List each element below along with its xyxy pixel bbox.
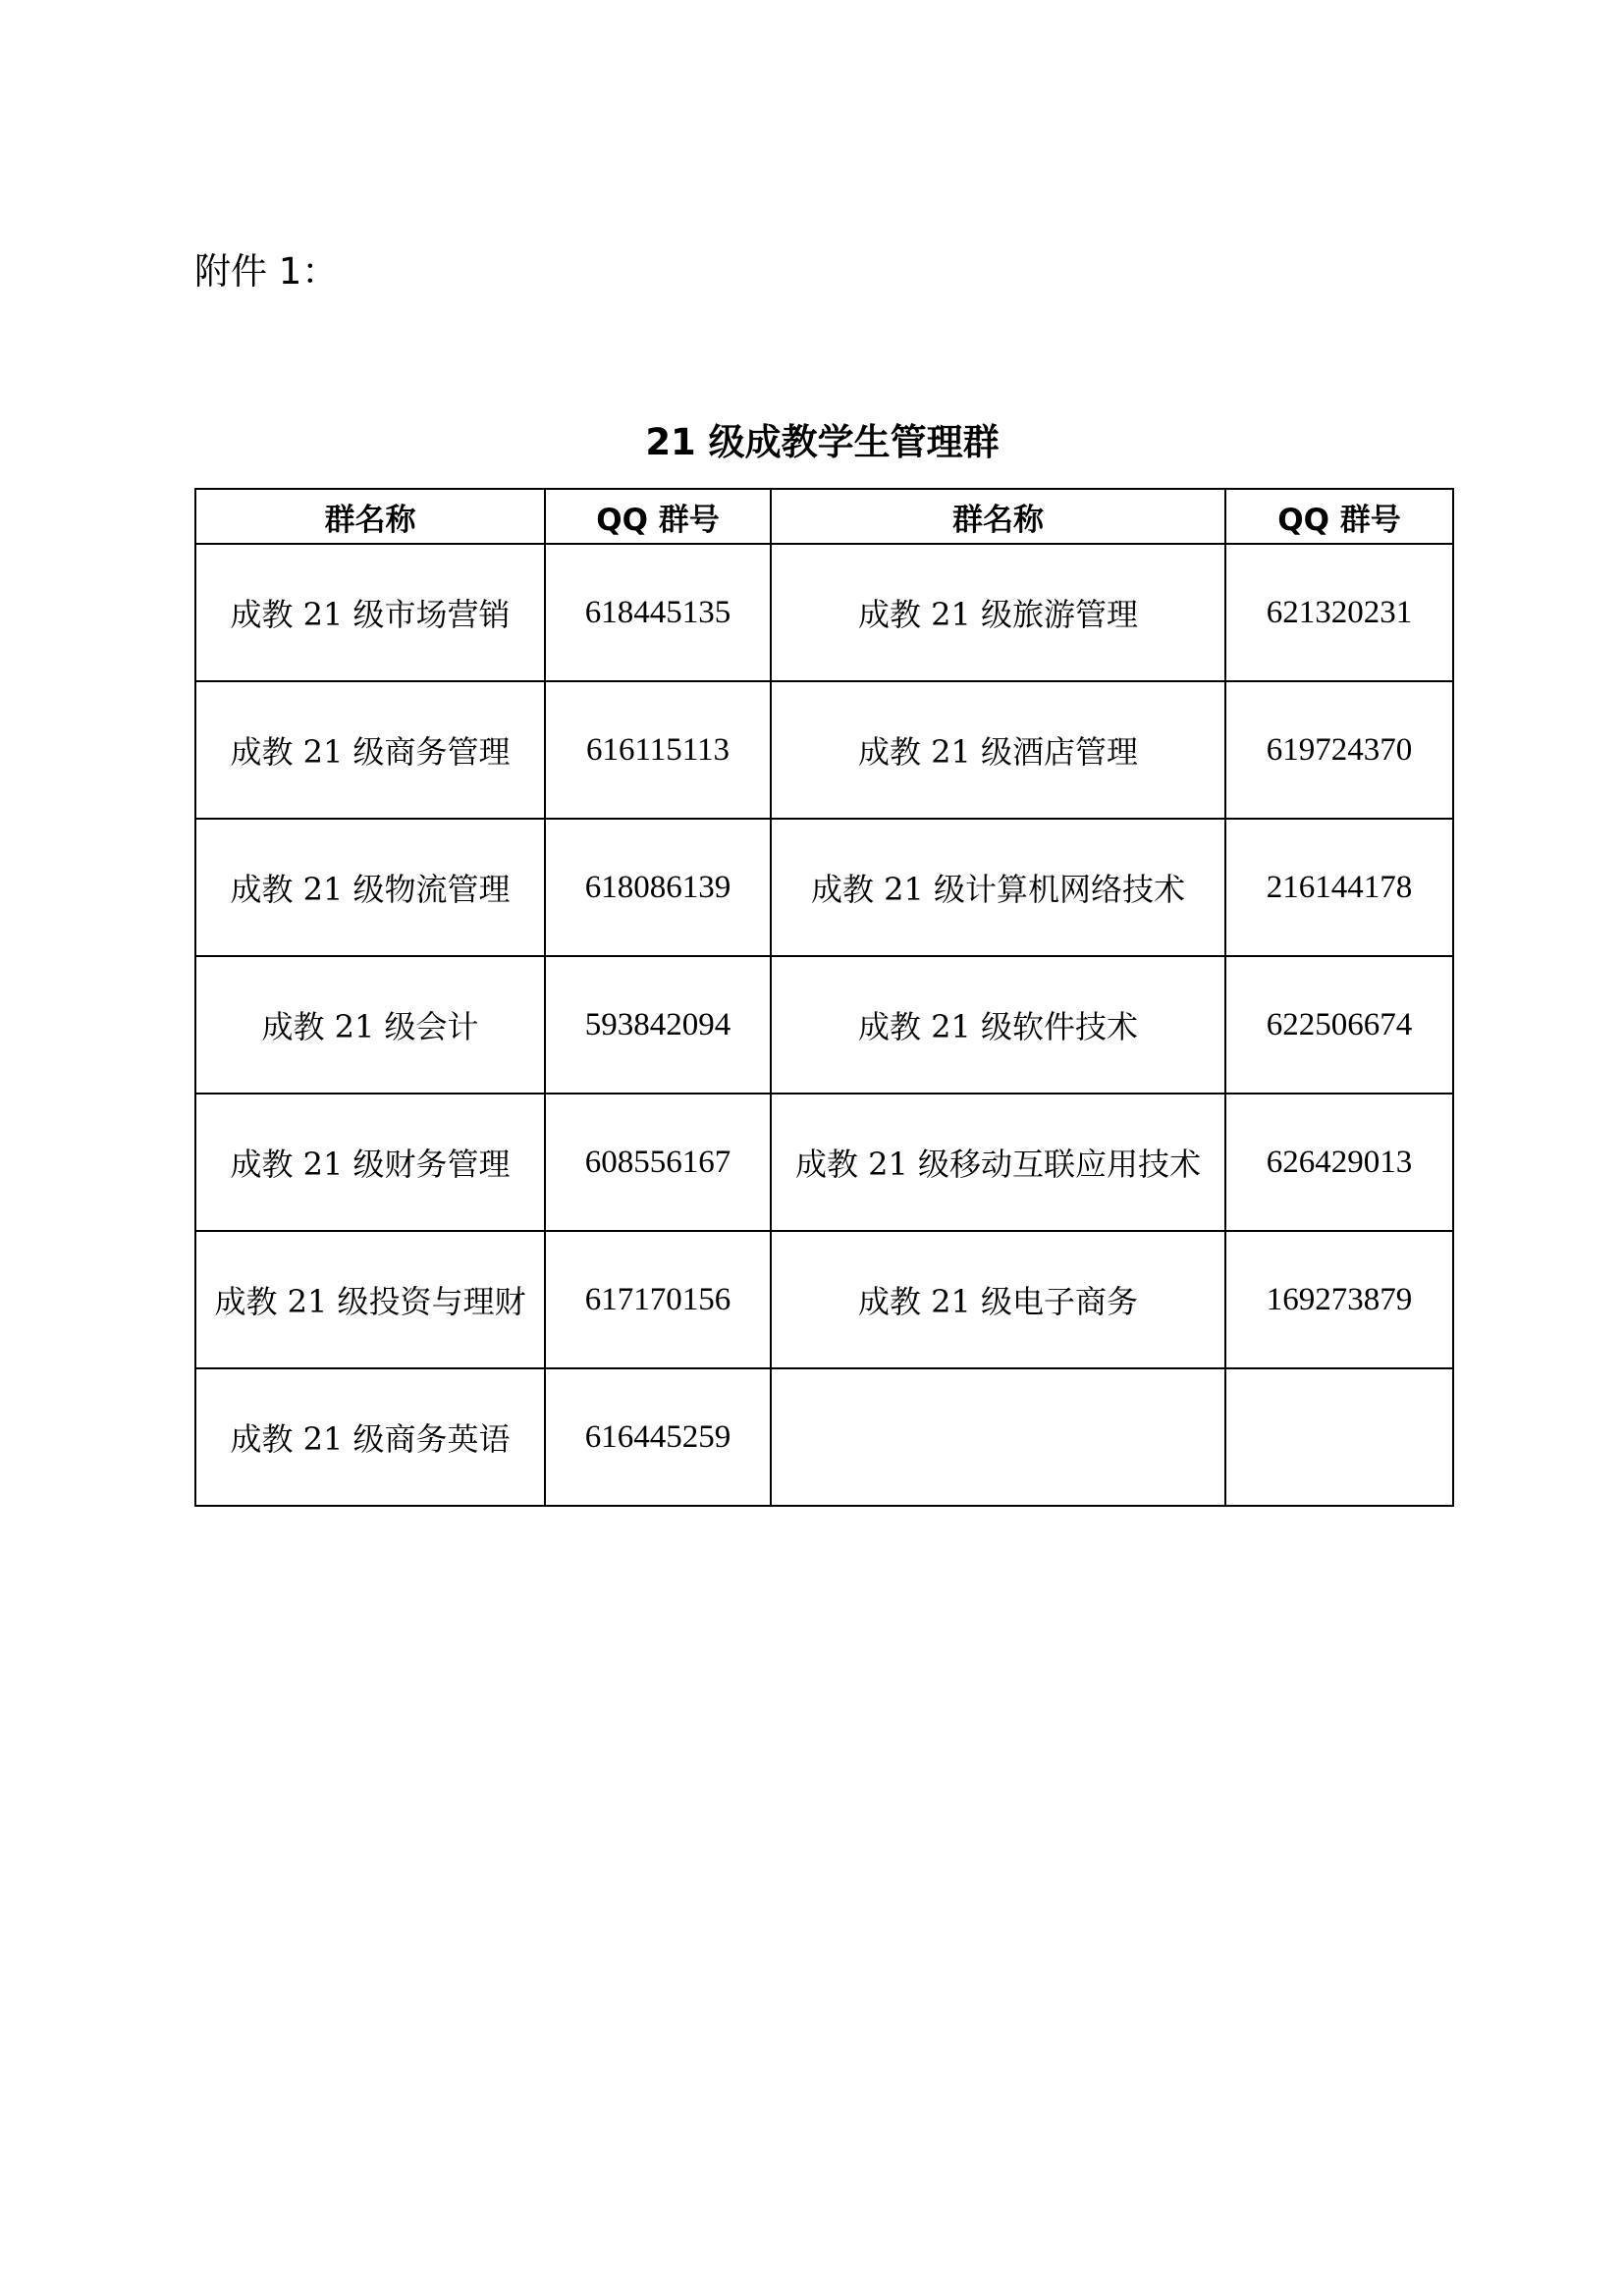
group-name-cell: 成教 21 级旅游管理 [771,544,1225,681]
group-name-cell: 成教 21 级商务英语 [195,1368,545,1506]
qq-number-cell: 621320231 [1225,544,1453,681]
qq-number-cell: 617170156 [545,1231,771,1368]
qq-number-cell: 593842094 [545,956,771,1094]
empty-cell [771,1368,1225,1506]
group-name-cell: 成教 21 级物流管理 [195,819,545,956]
group-name-cell: 成教 21 级酒店管理 [771,681,1225,819]
group-name-cell: 成教 21 级投资与理财 [195,1231,545,1368]
group-name-cell: 成教 21 级市场营销 [195,544,545,681]
qq-number-cell: 216144178 [1225,819,1453,956]
group-name-cell: 成教 21 级财务管理 [195,1094,545,1231]
qq-number-cell: 626429013 [1225,1094,1453,1231]
qq-group-table [194,488,1454,1507]
table-row [195,1368,1453,1506]
header-group-name-left: 群名称 [195,489,545,544]
table-header-row [195,489,1453,544]
document-title: 21 级成教学生管理群 [645,421,1000,463]
qq-number-cell: 616115113 [545,681,771,819]
table-row [195,1094,1453,1231]
qq-number-cell: 618086139 [545,819,771,956]
qq-number-cell: 616445259 [545,1368,771,1506]
group-name-cell: 成教 21 级电子商务 [771,1231,1225,1368]
group-name-cell: 成教 21 级移动互联应用技术 [771,1094,1225,1231]
qq-number-cell: 169273879 [1225,1231,1453,1368]
qq-number-cell: 608556167 [545,1094,771,1231]
table-row [195,1231,1453,1368]
empty-cell [1225,1368,1453,1506]
qq-number-cell: 622506674 [1225,956,1453,1094]
header-qq-number-right: QQ 群号 [1225,489,1453,544]
header-group-name-right: 群名称 [771,489,1225,544]
qq-number-cell: 619724370 [1225,681,1453,819]
group-name-cell: 成教 21 级会计 [195,956,545,1094]
table-row [195,681,1453,819]
table-row [195,956,1453,1094]
qq-number-cell: 618445135 [545,544,771,681]
group-name-cell: 成教 21 级软件技术 [771,956,1225,1094]
attachment-label: 附件 1： [194,250,339,293]
header-qq-number-left: QQ 群号 [545,489,771,544]
group-name-cell: 成教 21 级商务管理 [195,681,545,819]
table-row [195,544,1453,681]
table-row [195,819,1453,956]
group-name-cell: 成教 21 级计算机网络技术 [771,819,1225,956]
